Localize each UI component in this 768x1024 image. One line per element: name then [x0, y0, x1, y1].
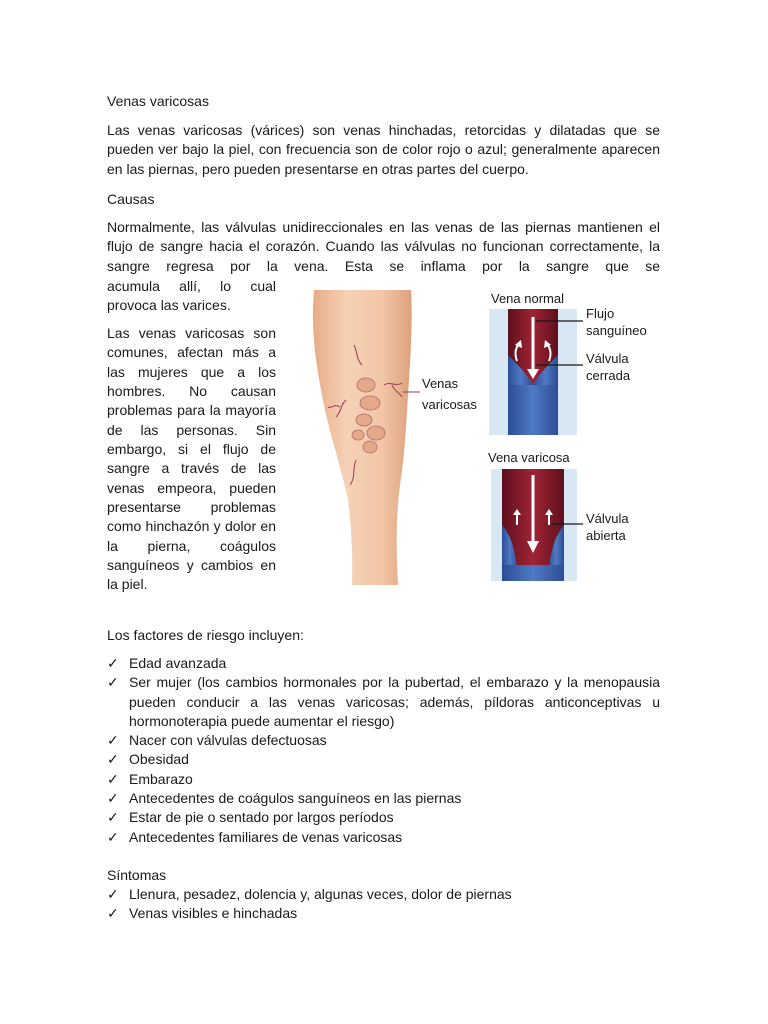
flow-label-line1: Flujo: [586, 306, 615, 321]
checkmark-icon: ✓: [107, 655, 119, 671]
checkmark-icon: ✓: [107, 809, 119, 826]
causes-heading: Causas: [107, 191, 155, 207]
normal-vein-diagram: [489, 309, 577, 435]
open-valve-label-line1: Válvula: [586, 511, 629, 526]
checkmark-icon: ✓: [107, 886, 119, 902]
list-item: ✓ Embarazo: [107, 770, 193, 787]
list-item: ✓ Edad avanzada: [107, 655, 227, 671]
common-paragraph: Las venas varicosas son comunes, afectan más a las mujeres que a los hombres. No causan problemas para la mayoría de las personas. Sin embargo, si el flujo de sangre a través de las venas empeora, pueden presentarse problemas como hinchazón y dolor en la pierna, coágulos sanguíneos y cambios en la piel.: [107, 325, 276, 593]
normal-vein-title: Vena normal: [491, 291, 564, 306]
varicose-vein-title: Vena varicosa: [488, 450, 570, 465]
list-item: ✓ Venas visibles e hinchadas: [107, 905, 298, 922]
closed-valve-label-line1: Válvula: [586, 351, 629, 366]
varicose-vein-diagram: [491, 469, 577, 581]
symptoms-heading: Síntomas: [107, 867, 167, 883]
checkmark-icon: ✓: [107, 674, 119, 691]
leg-label-line2: varicosas: [422, 397, 477, 412]
list-item: ✓ Nacer con válvulas defectuosas: [107, 732, 327, 749]
closed-valve-label-line2: cerrada: [586, 368, 631, 383]
checkmark-icon: ✓: [107, 732, 119, 749]
list-item: ✓ Obesidad: [107, 751, 189, 768]
symptoms-list: [107, 885, 660, 924]
open-valve-label-line2: abierta: [586, 528, 626, 543]
checkmark-icon: ✓: [107, 905, 119, 922]
list-item: ✓ Antecedentes familiares de venas varicosas: [107, 828, 403, 845]
risk-factors-heading: Los factores de riesgo incluyen:: [107, 627, 304, 643]
causes-paragraph: Normalmente, las válvulas unidireccionales en las venas de las piernas mantienen el flujo de sangre hacia el corazón. Cuando las válvulas no funcionan correctamente, la sangre regresa por la vena. Esta se inflama por la sangre que se: [107, 219, 660, 274]
list-item: ✓ Antecedentes de coágulos sanguíneos en las piernas: [107, 790, 462, 807]
varicose-veins-figure: [296, 285, 647, 585]
list-item: ✓ Llenura, pesadez, dolencia y, algunas veces, dolor de piernas: [107, 886, 512, 902]
causes-paragraph-continuation: acumula allí, lo cual provoca las varices.: [107, 278, 276, 314]
leg-label-line1: Venas: [422, 376, 459, 391]
risk-factors-list: [107, 654, 660, 847]
intro-paragraph: Las venas varicosas (várices) son venas hinchadas, retorcidas y dilatadas que se pueden ver bajo la piel, con frecuencia son de color rojo o azul; generalmente aparecen en las piernas, pero pueden presentarse en otras partes del cuerpo.: [107, 122, 660, 177]
checkmark-icon: ✓: [107, 790, 119, 807]
document-title: Venas varicosas: [107, 93, 209, 109]
flow-label-line2: sanguíneo: [586, 323, 647, 338]
checkmark-icon: ✓: [107, 751, 119, 768]
checkmark-icon: ✓: [107, 828, 119, 845]
checkmark-icon: ✓: [107, 770, 119, 787]
list-item: ✓ Ser mujer (los cambios hormonales por la pubertad, el embarazo y la menopausia pueden conducir a las venas varicosas; además, píldoras anticonceptivas u hormonoterapia puede aumentar el riesgo): [107, 674, 660, 729]
list-item: ✓ Estar de pie o sentado por largos períodos: [107, 809, 394, 826]
leg-illustration: [313, 290, 420, 585]
